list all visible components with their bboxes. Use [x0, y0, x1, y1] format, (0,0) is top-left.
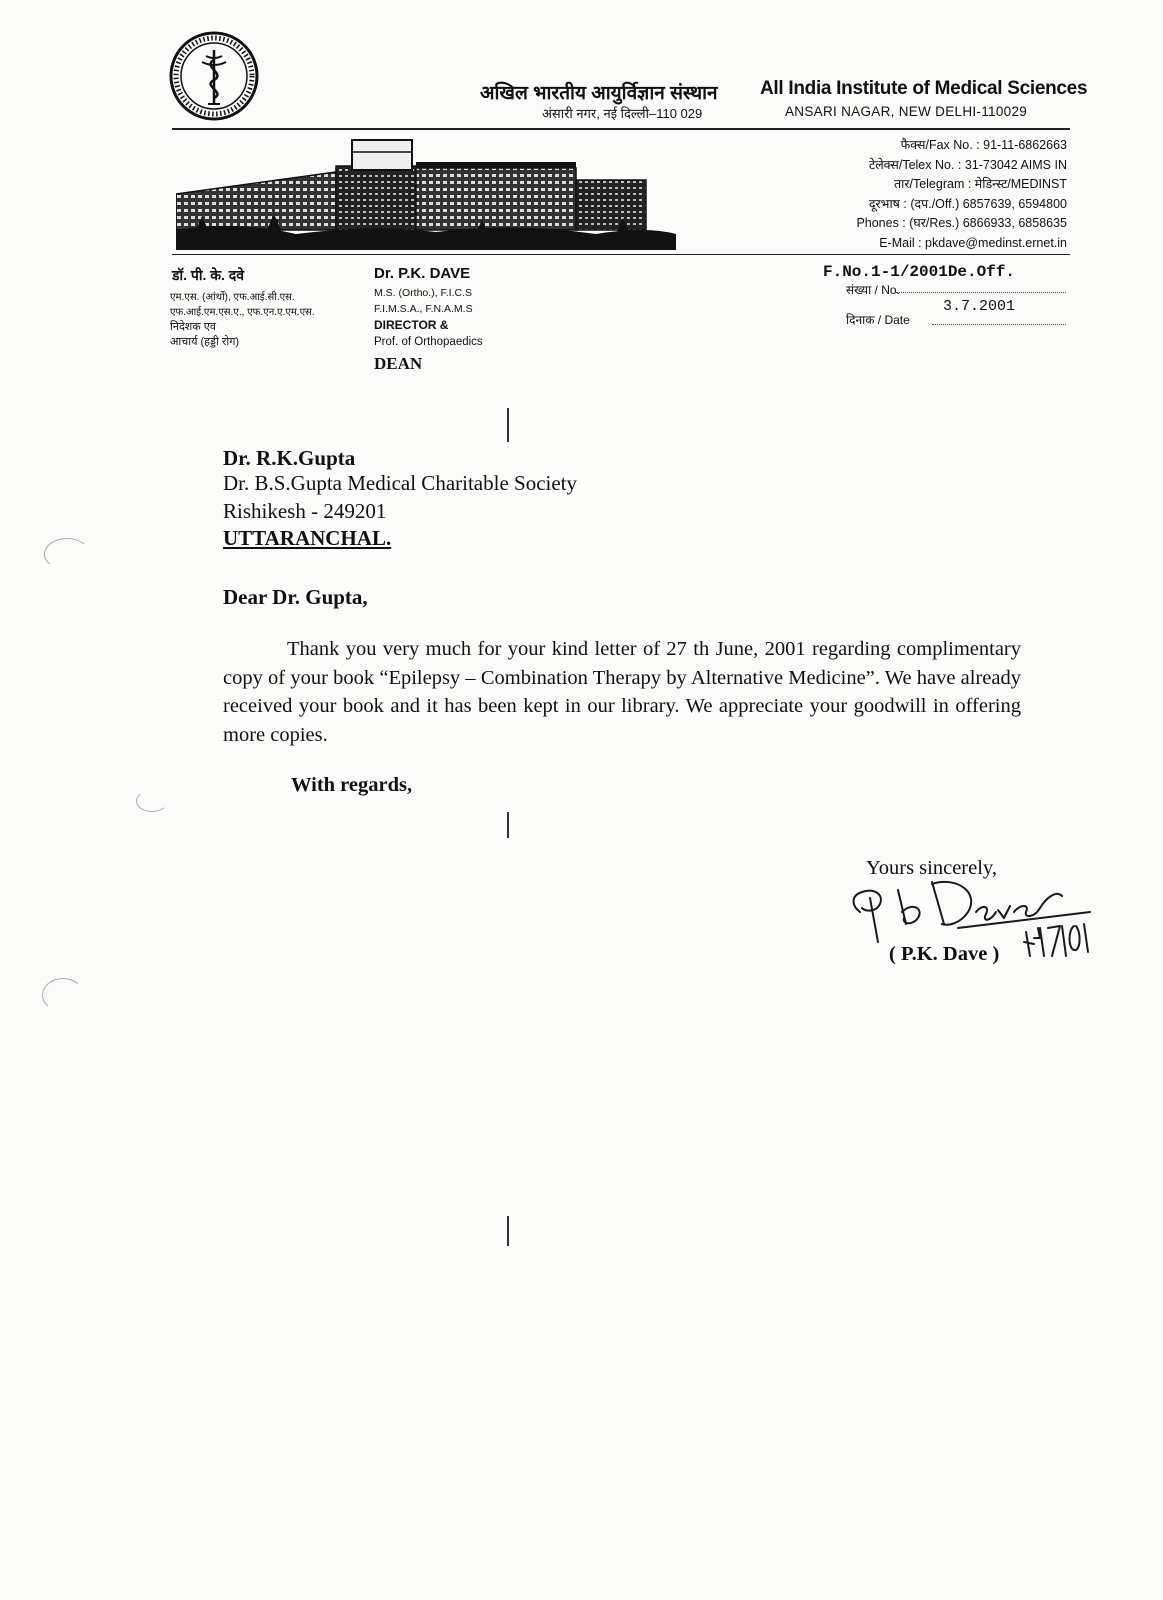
date-dotted-line	[932, 324, 1066, 325]
sender-name-english: Dr. P.K. DAVE	[374, 265, 471, 282]
recipient-organization: Dr. B.S.Gupta Medical Charitable Society	[223, 471, 578, 495]
sender-qualification-english: F.I.M.S.A., F.N.A.M.S	[374, 303, 473, 315]
reference-number-label: संख्या / No.	[846, 283, 900, 297]
institute-seal-logo	[168, 30, 260, 122]
sender-name-hindi: डॉ. पी. के. दवे	[172, 267, 245, 283]
sign-off: Yours sincerely,	[866, 857, 997, 879]
fold-mark	[507, 408, 509, 442]
sender-title-professor: Prof. of Orthopaedics	[374, 336, 483, 348]
salutation: Dear Dr. Gupta,	[223, 585, 368, 609]
punch-hole-mark	[42, 978, 84, 1012]
fold-mark	[507, 812, 509, 838]
letter-date: 3.7.2001	[943, 298, 1016, 315]
sender-qualification-english: M.S. (Ortho.), F.I.C.S	[374, 287, 473, 299]
header-rule-bottom	[172, 254, 1070, 255]
closing-regards: With regards,	[291, 774, 413, 796]
punch-hole-mark	[136, 790, 168, 812]
reference-number: F.No.1-1/2001De.Off.	[823, 263, 1016, 281]
letter-body	[223, 635, 1021, 749]
sender-title-dean: DEAN	[374, 354, 423, 373]
reference-dotted-line	[896, 292, 1066, 293]
sender-qualification-hindi: एफ.आई.एम.एस.ए., एफ.एन.ए.एम.एस.	[170, 307, 315, 318]
email-address: E-Mail : pkdave@medinst.ernet.in	[879, 235, 1067, 250]
letter-body-text: Thank you very much for your kind letter of 27 th June, 2001 regarding complimentary copy of your book “Epilepsy – Combination Therapy by Alternative Medicine”. We have already received your book and it has been kept in our library. We appreciate your goodwill in offering more copies.	[223, 638, 1021, 746]
sender-title-hindi: आचार्य (हड्डी रोग)	[170, 336, 240, 348]
org-name-hindi: अखिल भारतीय आयुर्विज्ञान संस्थान	[480, 83, 718, 104]
office-phones: दूरभाष : (दप./Off.) 6857639, 6594800	[868, 196, 1067, 211]
org-name-english: All India Institute of Medical Sciences	[760, 78, 1088, 99]
letter-date-label: दिनाक / Date	[846, 313, 910, 327]
recipient-name: Dr. R.K.Gupta	[223, 446, 356, 470]
telegram-address: तार/Telegram : मेडिन्स्ट/MEDINST	[894, 177, 1067, 192]
building-illustration	[176, 138, 676, 250]
address-english: ANSARI NAGAR, NEW DELHI-110029	[785, 104, 1028, 119]
contact-details	[760, 136, 1067, 254]
sender-qualification-hindi: एम.एस. (आंर्थो), एफ.आई.सी.एस.	[170, 292, 295, 303]
recipient-city: Rishikesh - 249201	[223, 499, 387, 523]
sender-title-director: DIRECTOR &	[374, 318, 449, 332]
punch-hole-mark	[44, 538, 90, 570]
sender-title-hindi: निदेशक एव	[170, 321, 216, 333]
header-rule-top	[172, 128, 1070, 130]
address-hindi: अंसारी नगर, नई दिल्ली–110 029	[542, 106, 703, 121]
fax-number: फैक्स/Fax No. : 91-11-6862663	[900, 138, 1067, 152]
fold-mark	[507, 1216, 509, 1246]
signer-name: ( P.K. Dave )	[889, 943, 1000, 965]
recipient-state: UTTARANCHAL.	[223, 526, 392, 550]
telex-number: टेलेक्स/Telex No. : 31-73042 AIMS IN	[868, 157, 1067, 172]
residence-phones: Phones : (घर/Res.) 6866933, 6858635	[856, 216, 1067, 231]
